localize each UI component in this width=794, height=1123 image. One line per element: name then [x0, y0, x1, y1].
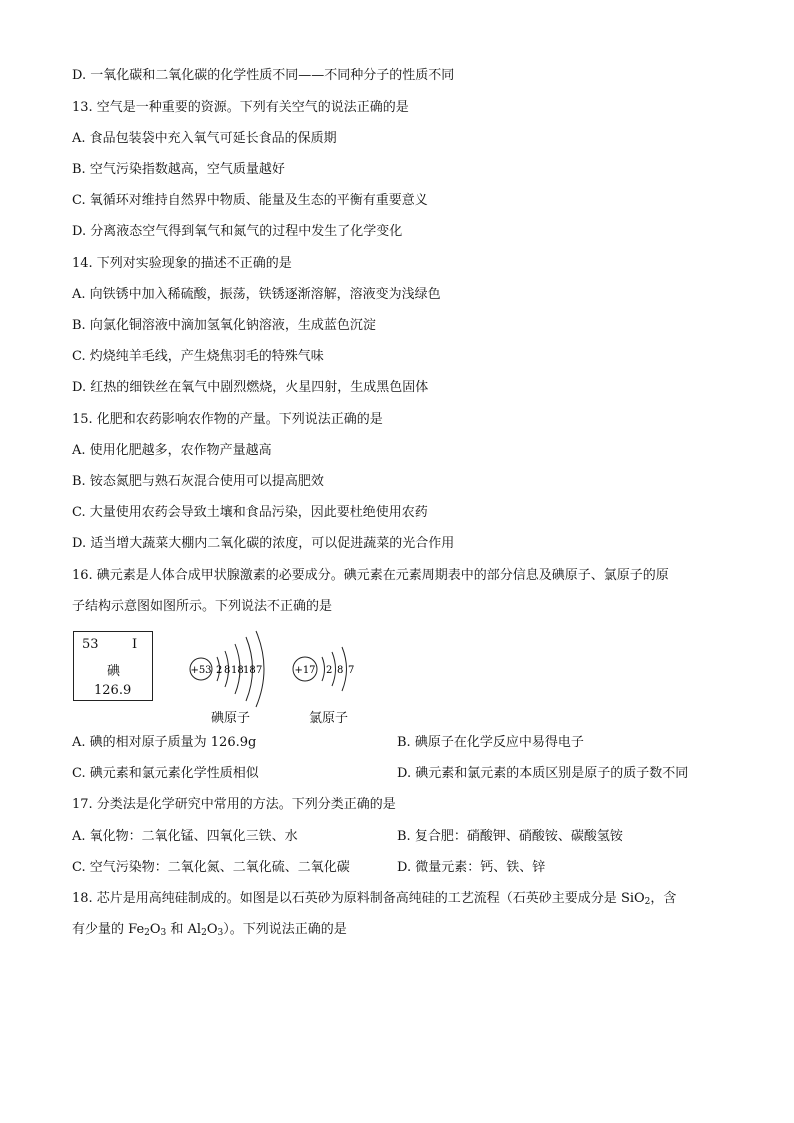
q18-text-a: 18. 芯片是用高纯硅制成的。如图是以石英砂为原料制备高纯硅的工艺流程（石英砂主要成分是 SiO [72, 891, 645, 906]
iodine-shell-5: 7 [256, 665, 263, 676]
q14-stem: 14. 下列对实验现象的描述不正确的是 [72, 256, 292, 271]
q16-stem-line2: 子结构示意图如图所示。下列说法不正确的是 [72, 599, 333, 614]
chlorine-nucleus-charge: +17 [294, 665, 316, 676]
chlorine-atom-label: 氯原子 [309, 711, 349, 726]
q18-stem-line1 [72, 891, 676, 907]
q18-text-e: 和 Al [166, 922, 202, 937]
iodine-shell-3: 18 [231, 665, 244, 676]
chlorine-shell-3: 7 [348, 665, 355, 676]
q18-text-d: O [149, 922, 161, 937]
q17-option-d: D. 微量元素：钙、铁、锌 [397, 860, 546, 875]
q15-option-b: B. 铵态氮肥与熟石灰混合使用可以提高肥效 [72, 474, 324, 489]
q17-option-a: A. 氧化物：二氧化锰、四氧化三铁、水 [72, 829, 298, 844]
q18-sub-a: 2 [644, 897, 651, 907]
q14-option-b: B. 向氯化铜溶液中滴加氢氧化钠溶液，生成蓝色沉淀 [72, 318, 376, 333]
q18-sub-b: 2 [144, 928, 150, 938]
q13-option-d: D. 分离液态空气得到氧气和氮气的过程中发生了化学变化 [72, 224, 403, 239]
q17-option-b: B. 复合肥：硝酸钾、硝酸铵、碳酸氢铵 [397, 829, 623, 844]
q13-option-c: C. 氧循环对维持自然界中物质、能量及生态的平衡有重要意义 [72, 193, 428, 208]
q15-option-d: D. 适当增大蔬菜大棚内二氧化碳的浓度，可以促进蔬菜的光合作用 [72, 536, 455, 551]
element-symbol: I [132, 637, 138, 652]
chlorine-shell-arc-1 [322, 657, 325, 681]
q16-option-a: A. 碘的相对原子质量为 126.9g [72, 735, 257, 750]
chlorine-shell-arc-2 [332, 652, 336, 686]
q14-option-a: A. 向铁锈中加入稀硫酸，振荡，铁锈逐渐溶解，溶液变为浅绿色 [72, 287, 441, 302]
q15-option-a: A. 使用化肥越多，农作物产量越高 [72, 443, 272, 458]
q17-option-c: C. 空气污染物：二氧化氮、二氧化硫、二氧化碳 [72, 860, 350, 875]
q15-stem: 15. 化肥和农药影响农作物的产量。下列说法正确的是 [72, 412, 383, 427]
iodine-shell-1: 2 [216, 665, 223, 676]
element-name: 碘 [107, 664, 121, 679]
iodine-shell-4: 18 [243, 665, 256, 676]
q14-option-d: D. 红热的细铁丝在氧气中剧烈燃烧，火星四射，生成黑色固体 [72, 380, 429, 395]
q18-stem-line2 [72, 922, 347, 938]
q16-stem-line1: 16. 碘元素是人体合成甲状腺激素的必要成分。碘元素在元素周期表中的部分信息及碘原子、氯原子的原 [72, 568, 669, 583]
q18-text-g: ）。下列说法正确的是 [223, 922, 347, 937]
q13-option-b: B. 空气污染指数越高，空气质量越好 [72, 162, 285, 177]
q18-sub-d: 2 [201, 928, 207, 938]
q13-option-a: A. 食品包装袋中充入氧气可延长食品的保质期 [72, 131, 337, 146]
q13-stem: 13. 空气是一种重要的资源。下列有关空气的说法正确的是 [72, 100, 409, 115]
iodine-shell-2: 8 [224, 665, 231, 676]
q16-option-d: D. 碘元素和氯元素的本质区别是原子的质子数不同 [397, 766, 689, 781]
q18-sub-c: 3 [160, 928, 167, 938]
q17-stem: 17. 分类法是化学研究中常用的方法。下列分类正确的是 [72, 797, 396, 812]
chlorine-shell-2: 8 [337, 665, 344, 676]
q18-text-b: ，含 [650, 891, 677, 906]
iodine-atom-diagram [186, 624, 276, 704]
q14-option-c: C. 灼烧纯羊毛线，产生烧焦羽毛的特殊气味 [72, 349, 324, 364]
q18-text-c: 有少量的 Fe [72, 922, 145, 937]
q18-sub-e: 3 [217, 928, 224, 938]
chlorine-shell-1: 2 [326, 665, 333, 676]
atomic-mass: 126.9 [94, 683, 132, 698]
atomic-number: 53 [82, 637, 99, 652]
q12-option-d: D. 一氧化碳和二氧化碳的化学性质不同——不同种分子的性质不同 [72, 68, 455, 83]
q16-option-c: C. 碘元素和氯元素化学性质相似 [72, 766, 259, 781]
q18-text-f: O [206, 922, 218, 937]
iodine-element-card [73, 631, 153, 701]
q15-option-c: C. 大量使用农药会导致土壤和食品污染，因此要杜绝使用农药 [72, 505, 428, 520]
iodine-nucleus-charge: +53 [190, 665, 212, 676]
chlorine-atom-diagram [289, 644, 359, 696]
q16-option-b: B. 碘原子在化学反应中易得电子 [397, 735, 584, 750]
iodine-atom-label: 碘原子 [211, 711, 251, 726]
